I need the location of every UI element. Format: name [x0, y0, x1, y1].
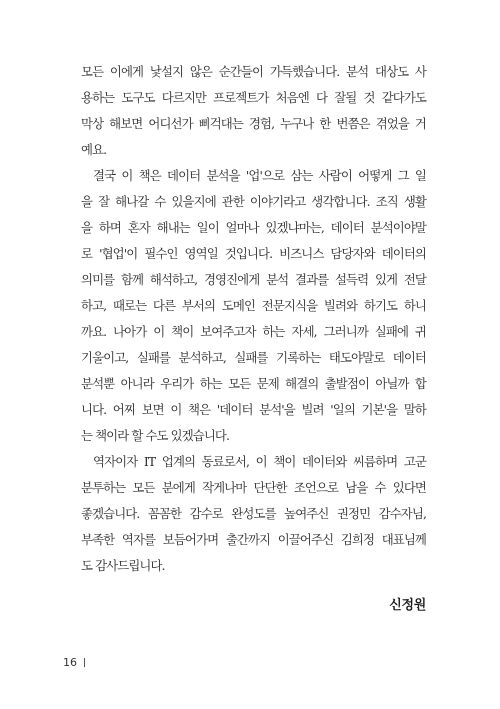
- body-text-line: 까요. 나아가 이 책이 보여주고자 하는 자세, 그러니까 실패에 귀: [81, 324, 426, 339]
- body-text-line: 역자이자 IT 업계의 동료로서, 이 책이 데이터와 씨름하며 고군: [93, 454, 426, 469]
- page-footer: [63, 656, 85, 669]
- body-text-line: 의미를 함께 해석하고, 경영진에게 분석 결과를 설득력 있게 전달: [81, 272, 426, 287]
- body-text-line: 기울이고, 실패를 분석하고, 실패를 기록하는 태도야말로 데이터: [81, 350, 426, 365]
- body-text-line: 용하는 도구도 다르지만 프로젝트가 처음엔 다 잘될 것 같다가도: [81, 90, 426, 105]
- body-text-line: 결국 이 책은 데이터 분석을 '업'으로 삼는 사람이 어떻게 그 일: [93, 168, 426, 183]
- body-text-line: 부족한 역자를 보듬어가며 출간까지 이끌어주신 김희정 대표님께: [81, 532, 426, 547]
- body-text-line: 분투하는 모든 분에게 작게나마 단단한 조언으로 남을 수 있다면: [81, 480, 426, 495]
- body-text-line: 을 잘 해나갈 수 있을지에 관한 이야기라고 생각합니다. 조직 생활: [81, 194, 426, 209]
- body-text-line: 막상 해보면 어디선가 삐걱대는 경험, 누구나 한 번쯤은 겪었을 거: [81, 116, 426, 131]
- body-text-line: 을 하며 혼자 해내는 일이 얼마나 있겠냐마는, 데이터 분석이야말: [81, 220, 426, 235]
- body-text-line: 예요.: [81, 142, 107, 157]
- footer-divider: [84, 658, 85, 667]
- body-text-line: 도 감사드립니다.: [81, 558, 165, 573]
- body-text-line: 하고, 때로는 다른 부서의 도메인 전문지식을 빌려와 하기도 하니: [81, 298, 426, 313]
- body-text-line: 분석뿐 아니라 우리가 하는 모든 문제 해결의 출발점이 아닐까 합: [81, 376, 426, 391]
- body-text-line: 좋겠습니다. 꼼꼼한 감수로 완성도를 높여주신 권정민 감수자님,: [81, 506, 426, 521]
- page-number: 16: [63, 656, 77, 669]
- author-signature: 신정원: [389, 598, 426, 613]
- body-text-line: 로 '협업'이 필수인 영역일 것입니다. 비즈니스 담당자와 데이터의: [81, 246, 426, 261]
- body-text-line: 는 책이라 할 수도 있겠습니다.: [81, 428, 230, 443]
- body-text-line: 모든 이에게 낯설지 않은 순간들이 가득했습니다. 분석 대상도 사: [81, 64, 426, 79]
- body-text-line: 니다. 어찌 보면 이 책은 '데이터 분석'을 빌려 '일의 기본'을 말하: [81, 402, 426, 417]
